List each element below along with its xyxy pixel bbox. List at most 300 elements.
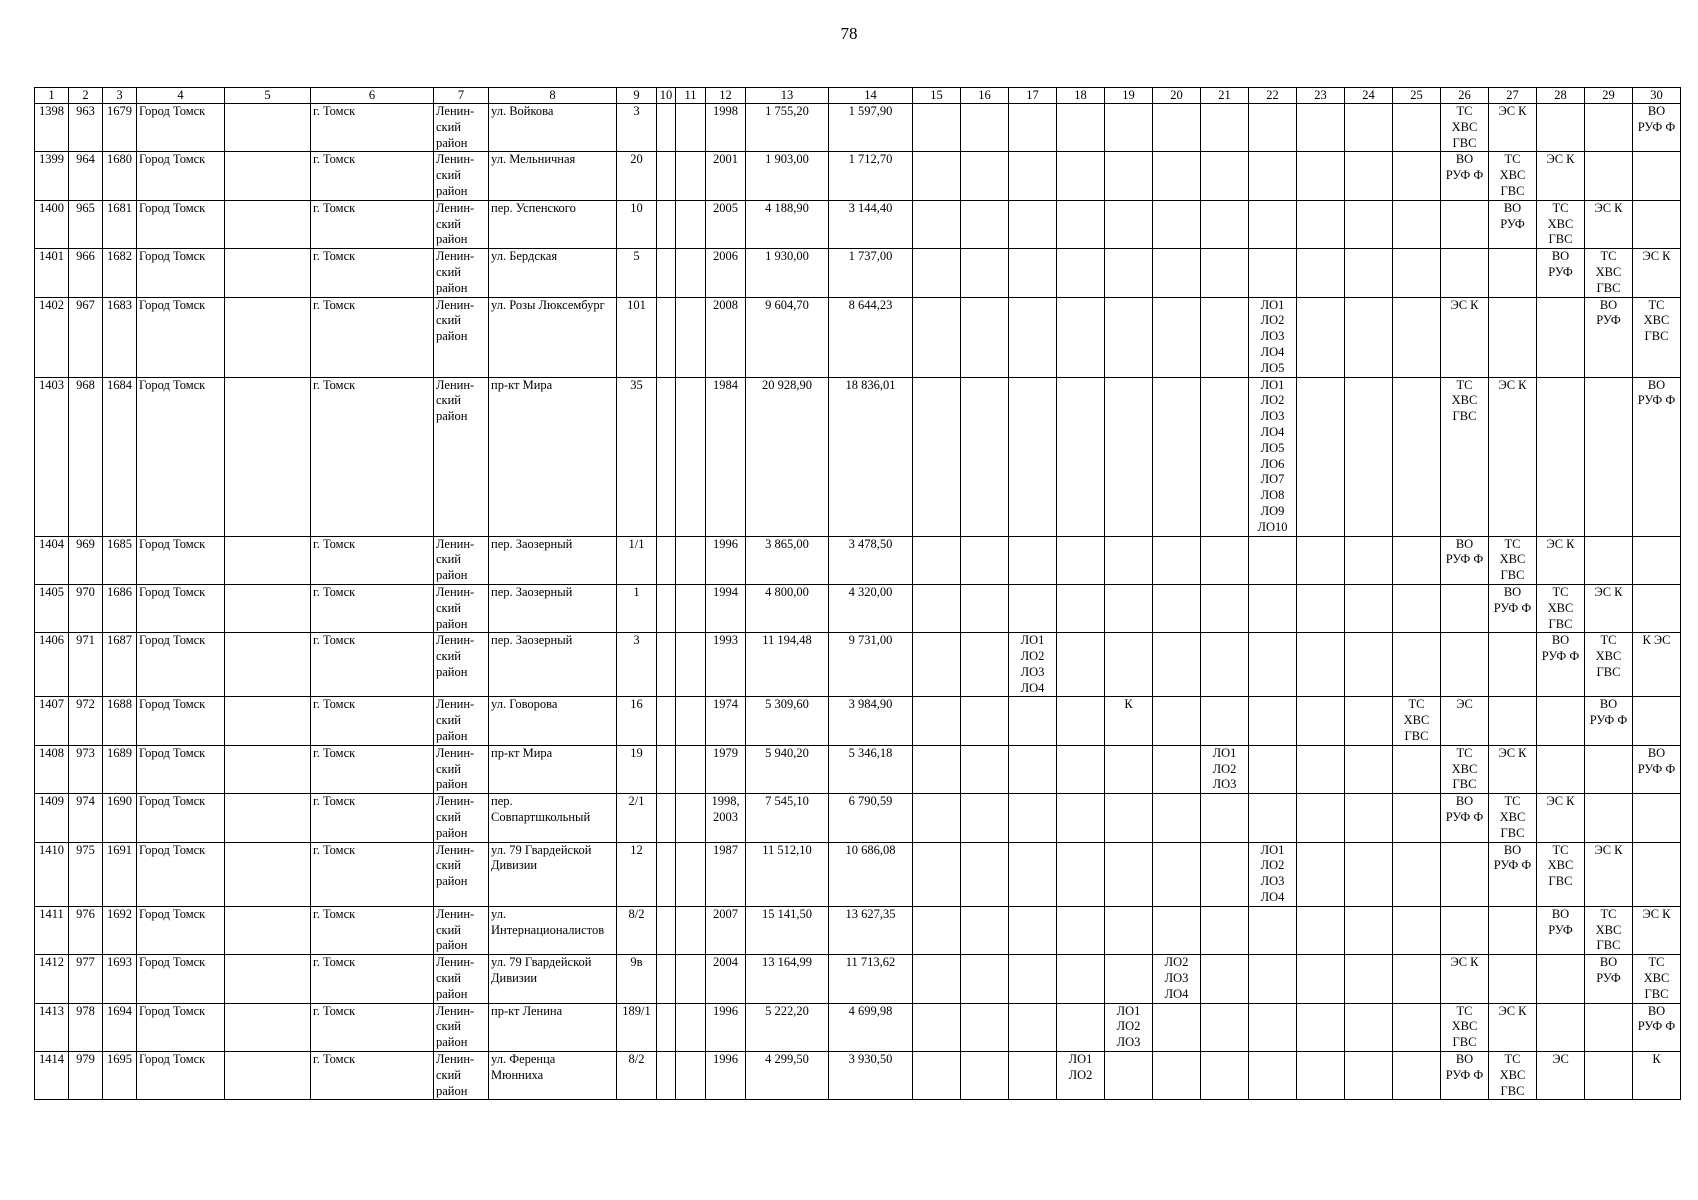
table-cell-col-24 <box>1345 745 1393 793</box>
table-cell-col-15 <box>913 633 961 697</box>
table-cell-col-25 <box>1393 633 1441 697</box>
table-cell-col-24 <box>1345 536 1393 584</box>
table-cell-col-27: ВО РУФ Ф <box>1489 584 1537 632</box>
table-cell-col-30 <box>1633 794 1681 842</box>
table-cell-col-4: Город Томск <box>137 536 225 584</box>
table-cell-col-27 <box>1489 906 1537 954</box>
table-cell-col-29 <box>1585 152 1633 200</box>
table-cell-col-18 <box>1057 794 1105 842</box>
table-cell-col-7: Ленин- ский район <box>434 152 489 200</box>
table-cell-col-19 <box>1105 200 1153 248</box>
table-cell-col-13: 5 222,20 <box>746 1003 829 1051</box>
table-cell-col-6: г. Томск <box>311 842 434 906</box>
table-cell-col-26: ТС ХВС ГВС <box>1441 377 1489 536</box>
table-cell-col-24 <box>1345 377 1393 536</box>
table-cell-col-14: 4 320,00 <box>829 584 913 632</box>
table-cell-col-8: пер. Успенского <box>489 200 617 248</box>
table-cell-col-17 <box>1009 955 1057 1003</box>
table-cell-col-19 <box>1105 249 1153 297</box>
table-cell-col-21 <box>1201 249 1249 297</box>
table-cell-col-6: г. Томск <box>311 794 434 842</box>
table-cell-col-24 <box>1345 200 1393 248</box>
table-cell-col-17 <box>1009 584 1057 632</box>
table-row <box>35 1052 1681 1100</box>
table-cell-col-8: ул. Интернационалистов <box>489 906 617 954</box>
table-cell-col-9: 2/1 <box>617 794 657 842</box>
table-cell-col-2: 972 <box>69 697 103 745</box>
table-cell-col-28 <box>1537 745 1585 793</box>
table-cell-col-22 <box>1249 1003 1297 1051</box>
table-cell-col-10 <box>657 536 676 584</box>
table-cell-col-20 <box>1153 104 1201 152</box>
table-cell-col-16 <box>961 697 1009 745</box>
table-cell-col-6: г. Томск <box>311 104 434 152</box>
column-header-25: 25 <box>1393 88 1441 104</box>
table-cell-col-28: ТС ХВС ГВС <box>1537 842 1585 906</box>
table-cell-col-22 <box>1249 794 1297 842</box>
table-cell-col-23 <box>1297 697 1345 745</box>
table-cell-col-4: Город Томск <box>137 955 225 1003</box>
column-header-16: 16 <box>961 88 1009 104</box>
table-cell-col-15 <box>913 1003 961 1051</box>
table-cell-col-4: Город Томск <box>137 152 225 200</box>
table-cell-col-19: К <box>1105 697 1153 745</box>
table-cell-col-9: 20 <box>617 152 657 200</box>
table-cell-col-3: 1685 <box>103 536 137 584</box>
table-row <box>35 633 1681 697</box>
table-cell-col-2: 968 <box>69 377 103 536</box>
table-cell-col-29 <box>1585 1052 1633 1100</box>
table-cell-col-9: 101 <box>617 297 657 377</box>
table-cell-col-16 <box>961 745 1009 793</box>
table-cell-col-27: ТС ХВС ГВС <box>1489 794 1537 842</box>
table-cell-col-27: ТС ХВС ГВС <box>1489 536 1537 584</box>
table-cell-col-3: 1695 <box>103 1052 137 1100</box>
table-cell-col-4: Город Томск <box>137 697 225 745</box>
table-row <box>35 249 1681 297</box>
table-cell-col-15 <box>913 906 961 954</box>
table-cell-col-10 <box>657 249 676 297</box>
table-cell-col-25 <box>1393 906 1441 954</box>
table-cell-col-11 <box>676 249 706 297</box>
table-cell-col-6: г. Томск <box>311 200 434 248</box>
table-cell-col-26: ЭС <box>1441 697 1489 745</box>
table-cell-col-14: 1 597,90 <box>829 104 913 152</box>
table-cell-col-10 <box>657 377 676 536</box>
table-cell-col-11 <box>676 200 706 248</box>
table-cell-col-9: 1 <box>617 584 657 632</box>
table-cell-col-8: ул. Ференца Мюнниха <box>489 1052 617 1100</box>
table-cell-col-12: 1974 <box>706 697 746 745</box>
table-cell-col-29 <box>1585 536 1633 584</box>
table-cell-col-16 <box>961 249 1009 297</box>
table-cell-col-17 <box>1009 1003 1057 1051</box>
table-cell-col-6: г. Томск <box>311 584 434 632</box>
table-cell-col-22: ЛО1 ЛО2 ЛО3 ЛО4 ЛО5 <box>1249 297 1297 377</box>
table-cell-col-9: 10 <box>617 200 657 248</box>
table-cell-col-11 <box>676 906 706 954</box>
table-cell-col-23 <box>1297 842 1345 906</box>
table-cell-col-10 <box>657 200 676 248</box>
table-cell-col-9: 3 <box>617 633 657 697</box>
table-cell-col-28 <box>1537 104 1585 152</box>
table-cell-col-29 <box>1585 104 1633 152</box>
column-header-22: 22 <box>1249 88 1297 104</box>
table-cell-col-4: Город Томск <box>137 1003 225 1051</box>
column-header-17: 17 <box>1009 88 1057 104</box>
table-cell-col-15 <box>913 697 961 745</box>
table-cell-col-25 <box>1393 794 1441 842</box>
table-cell-col-13: 1 903,00 <box>746 152 829 200</box>
table-cell-col-21 <box>1201 297 1249 377</box>
table-cell-col-20: ЛО2 ЛО3 ЛО4 <box>1153 955 1201 1003</box>
table-cell-col-11 <box>676 633 706 697</box>
table-cell-col-15 <box>913 1052 961 1100</box>
table-cell-col-27: ТС ХВС ГВС <box>1489 152 1537 200</box>
table-cell-col-12: 2006 <box>706 249 746 297</box>
table-cell-col-15 <box>913 584 961 632</box>
table-cell-col-1: 1406 <box>35 633 69 697</box>
table-cell-col-13: 15 141,50 <box>746 906 829 954</box>
table-cell-col-28: ВО РУФ <box>1537 906 1585 954</box>
table-cell-col-17 <box>1009 249 1057 297</box>
table-cell-col-11 <box>676 745 706 793</box>
table-cell-col-1: 1404 <box>35 536 69 584</box>
table-cell-col-16 <box>961 297 1009 377</box>
table-cell-col-14: 6 790,59 <box>829 794 913 842</box>
table-cell-col-5 <box>225 794 311 842</box>
table-cell-col-20 <box>1153 536 1201 584</box>
table-cell-col-26 <box>1441 249 1489 297</box>
table-cell-col-16 <box>961 1052 1009 1100</box>
table-cell-col-18 <box>1057 297 1105 377</box>
table-cell-col-6: г. Томск <box>311 906 434 954</box>
table-cell-col-18 <box>1057 1003 1105 1051</box>
table-cell-col-29: ВО РУФ <box>1585 297 1633 377</box>
table-cell-col-27 <box>1489 249 1537 297</box>
table-cell-col-8: пер. Заозерный <box>489 584 617 632</box>
table-cell-col-3: 1679 <box>103 104 137 152</box>
table-cell-col-2: 975 <box>69 842 103 906</box>
table-cell-col-10 <box>657 955 676 1003</box>
table-cell-col-16 <box>961 152 1009 200</box>
table-row <box>35 955 1681 1003</box>
column-header-24: 24 <box>1345 88 1393 104</box>
column-header-18: 18 <box>1057 88 1105 104</box>
table-cell-col-8: ул. 79 Гвардейской Дивизии <box>489 842 617 906</box>
table-cell-col-28 <box>1537 955 1585 1003</box>
table-cell-col-30: К ЭС <box>1633 633 1681 697</box>
table-cell-col-23 <box>1297 536 1345 584</box>
table-cell-col-19 <box>1105 906 1153 954</box>
table-cell-col-20 <box>1153 633 1201 697</box>
table-cell-col-26 <box>1441 633 1489 697</box>
table-cell-col-28 <box>1537 697 1585 745</box>
table-cell-col-25 <box>1393 536 1441 584</box>
table-cell-col-18 <box>1057 536 1105 584</box>
table-cell-col-18 <box>1057 584 1105 632</box>
table-cell-col-30 <box>1633 200 1681 248</box>
table-cell-col-28 <box>1537 297 1585 377</box>
table-cell-col-10 <box>657 842 676 906</box>
table-cell-col-10 <box>657 745 676 793</box>
table-cell-col-3: 1683 <box>103 297 137 377</box>
table-cell-col-9: 1/1 <box>617 536 657 584</box>
table-cell-col-19 <box>1105 152 1153 200</box>
table-cell-col-23 <box>1297 745 1345 793</box>
column-header-2: 2 <box>69 88 103 104</box>
table-cell-col-1: 1398 <box>35 104 69 152</box>
table-cell-col-23 <box>1297 633 1345 697</box>
table-cell-col-5 <box>225 1052 311 1100</box>
table-cell-col-29: ТС ХВС ГВС <box>1585 906 1633 954</box>
table-cell-col-15 <box>913 200 961 248</box>
table-cell-col-8: ул. Розы Люксембург <box>489 297 617 377</box>
table-cell-col-12: 1998 <box>706 104 746 152</box>
table-cell-col-28: ВО РУФ Ф <box>1537 633 1585 697</box>
table-cell-col-8: ул. Войкова <box>489 104 617 152</box>
table-cell-col-24 <box>1345 1003 1393 1051</box>
table-cell-col-30: ВО РУФ Ф <box>1633 104 1681 152</box>
table-cell-col-27 <box>1489 297 1537 377</box>
table-cell-col-12: 2004 <box>706 955 746 1003</box>
table-cell-col-12: 1996 <box>706 1052 746 1100</box>
table-cell-col-20 <box>1153 745 1201 793</box>
table-cell-col-15 <box>913 745 961 793</box>
table-cell-col-1: 1402 <box>35 297 69 377</box>
table-cell-col-7: Ленин- ский район <box>434 745 489 793</box>
table-cell-col-21 <box>1201 633 1249 697</box>
table-cell-col-29: ЭС К <box>1585 842 1633 906</box>
table-cell-col-5 <box>225 377 311 536</box>
table-cell-col-19 <box>1105 377 1153 536</box>
table-cell-col-30: ЭС К <box>1633 249 1681 297</box>
table-cell-col-1: 1400 <box>35 200 69 248</box>
table-cell-col-4: Город Томск <box>137 745 225 793</box>
header-row <box>35 88 1681 104</box>
table-cell-col-16 <box>961 377 1009 536</box>
table-cell-col-6: г. Томск <box>311 955 434 1003</box>
column-header-29: 29 <box>1585 88 1633 104</box>
table-cell-col-23 <box>1297 297 1345 377</box>
table-cell-col-14: 9 731,00 <box>829 633 913 697</box>
table-cell-col-10 <box>657 794 676 842</box>
table-cell-col-17 <box>1009 697 1057 745</box>
table-cell-col-19 <box>1105 633 1153 697</box>
table-cell-col-18 <box>1057 955 1105 1003</box>
table-cell-col-7: Ленин- ский район <box>434 794 489 842</box>
table-cell-col-27: ТС ХВС ГВС <box>1489 1052 1537 1100</box>
table-cell-col-21 <box>1201 955 1249 1003</box>
table-cell-col-12: 2007 <box>706 906 746 954</box>
table-cell-col-14: 11 713,62 <box>829 955 913 1003</box>
table-cell-col-22: ЛО1 ЛО2 ЛО3 ЛО4 <box>1249 842 1297 906</box>
table-cell-col-19 <box>1105 794 1153 842</box>
table-cell-col-12: 1994 <box>706 584 746 632</box>
table-cell-col-1: 1411 <box>35 906 69 954</box>
table-cell-col-13: 11 512,10 <box>746 842 829 906</box>
table-cell-col-29: ТС ХВС ГВС <box>1585 249 1633 297</box>
table-cell-col-2: 966 <box>69 249 103 297</box>
table-cell-col-23 <box>1297 200 1345 248</box>
table-cell-col-24 <box>1345 955 1393 1003</box>
table-cell-col-24 <box>1345 152 1393 200</box>
table-cell-col-28 <box>1537 377 1585 536</box>
table-cell-col-2: 977 <box>69 955 103 1003</box>
table-cell-col-27 <box>1489 697 1537 745</box>
table-cell-col-12: 1984 <box>706 377 746 536</box>
table-cell-col-23 <box>1297 1052 1345 1100</box>
table-cell-col-6: г. Томск <box>311 1052 434 1100</box>
table-cell-col-3: 1682 <box>103 249 137 297</box>
table-cell-col-15 <box>913 377 961 536</box>
table-cell-col-20 <box>1153 794 1201 842</box>
table-cell-col-12: 1979 <box>706 745 746 793</box>
table-cell-col-20 <box>1153 297 1201 377</box>
table-cell-col-10 <box>657 633 676 697</box>
table-cell-col-3: 1686 <box>103 584 137 632</box>
column-header-26: 26 <box>1441 88 1489 104</box>
column-header-27: 27 <box>1489 88 1537 104</box>
table-cell-col-2: 970 <box>69 584 103 632</box>
column-header-19: 19 <box>1105 88 1153 104</box>
table-cell-col-7: Ленин- ский район <box>434 104 489 152</box>
table-cell-col-3: 1690 <box>103 794 137 842</box>
table-cell-col-21: ЛО1 ЛО2 ЛО3 <box>1201 745 1249 793</box>
table-cell-col-17 <box>1009 794 1057 842</box>
table-cell-col-21 <box>1201 377 1249 536</box>
table-cell-col-26: ВО РУФ Ф <box>1441 794 1489 842</box>
table-cell-col-15 <box>913 249 961 297</box>
column-header-14: 14 <box>829 88 913 104</box>
table-cell-col-15 <box>913 536 961 584</box>
table-cell-col-4: Город Томск <box>137 633 225 697</box>
table-cell-col-23 <box>1297 794 1345 842</box>
table-cell-col-20 <box>1153 377 1201 536</box>
column-header-10: 10 <box>657 88 676 104</box>
table-cell-col-14: 8 644,23 <box>829 297 913 377</box>
table-cell-col-9: 9в <box>617 955 657 1003</box>
table-cell-col-4: Город Томск <box>137 200 225 248</box>
table-cell-col-24 <box>1345 104 1393 152</box>
table-cell-col-5 <box>225 906 311 954</box>
table-cell-col-5 <box>225 584 311 632</box>
table-cell-col-1: 1413 <box>35 1003 69 1051</box>
table-cell-col-22 <box>1249 200 1297 248</box>
table-cell-col-14: 3 930,50 <box>829 1052 913 1100</box>
table-cell-col-19 <box>1105 584 1153 632</box>
table-cell-col-13: 1 755,20 <box>746 104 829 152</box>
table-row <box>35 200 1681 248</box>
column-header-28: 28 <box>1537 88 1585 104</box>
table-cell-col-15 <box>913 104 961 152</box>
table-cell-col-6: г. Томск <box>311 152 434 200</box>
table-cell-col-22 <box>1249 152 1297 200</box>
table-cell-col-23 <box>1297 104 1345 152</box>
table-cell-col-21 <box>1201 842 1249 906</box>
table-cell-col-10 <box>657 906 676 954</box>
table-cell-col-21 <box>1201 1003 1249 1051</box>
table-cell-col-8: пр-кт Ленина <box>489 1003 617 1051</box>
table-cell-col-20 <box>1153 200 1201 248</box>
table-cell-col-14: 1 737,00 <box>829 249 913 297</box>
table-cell-col-8: ул. 79 Гвардейской Дивизии <box>489 955 617 1003</box>
table-cell-col-24 <box>1345 842 1393 906</box>
table-cell-col-14: 4 699,98 <box>829 1003 913 1051</box>
table-cell-col-26: ТС ХВС ГВС <box>1441 1003 1489 1051</box>
table-cell-col-25 <box>1393 1003 1441 1051</box>
table-cell-col-18 <box>1057 152 1105 200</box>
table-cell-col-4: Город Томск <box>137 842 225 906</box>
table-cell-col-27: ЭС К <box>1489 377 1537 536</box>
table-cell-col-20 <box>1153 1052 1201 1100</box>
table-cell-col-17 <box>1009 842 1057 906</box>
table-cell-col-7: Ленин- ский район <box>434 955 489 1003</box>
column-header-12: 12 <box>706 88 746 104</box>
table-cell-col-24 <box>1345 297 1393 377</box>
table-cell-col-9: 8/2 <box>617 906 657 954</box>
table-cell-col-7: Ленин- ский район <box>434 633 489 697</box>
table-cell-col-10 <box>657 1003 676 1051</box>
table-cell-col-1: 1399 <box>35 152 69 200</box>
table-cell-col-26: ЭС К <box>1441 955 1489 1003</box>
data-table <box>34 87 1681 1100</box>
table-row <box>35 536 1681 584</box>
table-cell-col-14: 5 346,18 <box>829 745 913 793</box>
table-cell-col-21 <box>1201 104 1249 152</box>
table-cell-col-11 <box>676 297 706 377</box>
table-cell-col-2: 974 <box>69 794 103 842</box>
table-cell-col-15 <box>913 842 961 906</box>
table-cell-col-6: г. Томск <box>311 1003 434 1051</box>
table-cell-col-1: 1414 <box>35 1052 69 1100</box>
table-cell-col-9: 3 <box>617 104 657 152</box>
table-cell-col-10 <box>657 584 676 632</box>
table-cell-col-17 <box>1009 152 1057 200</box>
table-cell-col-9: 19 <box>617 745 657 793</box>
table-cell-col-2: 967 <box>69 297 103 377</box>
table-cell-col-23 <box>1297 377 1345 536</box>
table-cell-col-15 <box>913 152 961 200</box>
table-cell-col-5 <box>225 152 311 200</box>
table-cell-col-2: 979 <box>69 1052 103 1100</box>
table-cell-col-23 <box>1297 249 1345 297</box>
table-cell-col-26: ВО РУФ Ф <box>1441 536 1489 584</box>
table-cell-col-21 <box>1201 906 1249 954</box>
table-cell-col-16 <box>961 536 1009 584</box>
table-cell-col-8: пер. Заозерный <box>489 633 617 697</box>
table-cell-col-5 <box>225 697 311 745</box>
table-cell-col-30 <box>1633 842 1681 906</box>
table-cell-col-9: 35 <box>617 377 657 536</box>
table-cell-col-6: г. Томск <box>311 745 434 793</box>
table-cell-col-10 <box>657 152 676 200</box>
table-cell-col-26: ВО РУФ Ф <box>1441 1052 1489 1100</box>
table-cell-col-15 <box>913 794 961 842</box>
table-cell-col-16 <box>961 955 1009 1003</box>
table-cell-col-16 <box>961 104 1009 152</box>
table-cell-col-1: 1410 <box>35 842 69 906</box>
table-cell-col-1: 1409 <box>35 794 69 842</box>
table-cell-col-18 <box>1057 633 1105 697</box>
table-cell-col-24 <box>1345 1052 1393 1100</box>
table-cell-col-7: Ленин- ский район <box>434 377 489 536</box>
table-cell-col-4: Город Томск <box>137 1052 225 1100</box>
table-cell-col-18 <box>1057 906 1105 954</box>
table-cell-col-16 <box>961 842 1009 906</box>
table-cell-col-29 <box>1585 1003 1633 1051</box>
table-cell-col-20 <box>1153 842 1201 906</box>
